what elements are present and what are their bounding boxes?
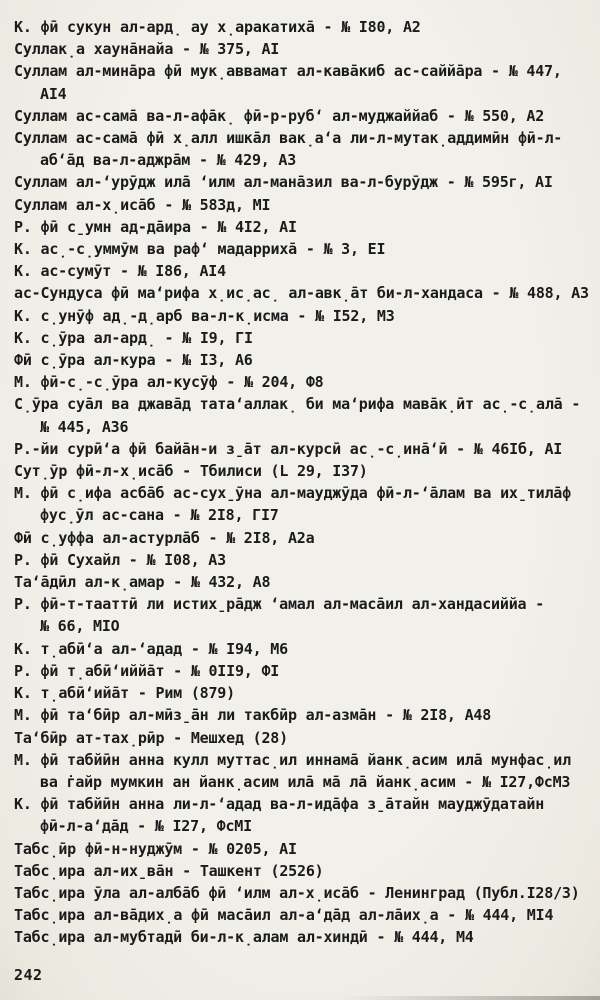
index-entry-line: ва г̇айр мумкин ан йанк̣асим ила̄ ма̄ ла̄ йанк̣асим - № I27,ФсМ3 xyxy=(40,772,571,791)
index-entry-line: Суллам ал-мина̄ра фӣ мук̣аввамат ал-кава̄киб ас-саййа̄ра - № 447, xyxy=(14,62,562,81)
scan-edge-smudge xyxy=(340,996,600,1000)
index-entry-line: № 66, МIО xyxy=(40,617,120,636)
index-entry-line: Р. фӣ с̱умн ад-да̄ира - № 4I2, АI xyxy=(14,217,297,236)
index-entry-line: АI4 xyxy=(40,84,67,103)
index-entry-line: Табс̣ӣр фӣ-н-нуджӯм - № 0205, АI xyxy=(14,839,297,858)
index-entry-line: К. ас-сумӯт - № I86, АI4 xyxy=(14,262,226,281)
index-entry-line: Суллам ас-сама̄ фӣ х̣алл ишка̄л вак̣а‘а ли-л-мутак̣аддимӣн фӣ-л- xyxy=(14,129,563,148)
index-entry-line: фус̣ӯл ас-сана - № 2I8, ГI7 xyxy=(40,506,279,525)
index-entry-line: Табс̣ира ал-мубтадӣ би-л-к̣алам ал-хиндӣ - № 444, М4 xyxy=(14,928,474,947)
index-entry-line: Суллам ал-‘урӯдж ила̄ ‘илм ал-мана̄зил ва-л-бурӯдж - № 595г, АI xyxy=(14,173,553,192)
index-entries xyxy=(14,16,592,949)
index-entry-line: К. с̣унӯф ад̣-д̣арб ва-л-к̣исма - № I52, М3 xyxy=(14,306,395,325)
index-entry-line: Р.-йи сурӣ‘а фӣ байа̄н-и з̱а̄т ал-курсӣ ас̣-с̣ина̄‘ӣ - № 46Iб, АI xyxy=(14,439,563,458)
index-entry-line: М. фӣ-с̣-с̣ӯра ал-кусӯф - № 204, Ф8 xyxy=(14,373,324,392)
index-entry-line: Суллам ас-сама̄ ва-л-афа̄к̣ фӣ-р-руб‘ ал-муджаййаб - № 550, А2 xyxy=(14,106,545,125)
index-entry-line: К. фӣ табйӣн анна ли-л-‘адад ва-л-ида̄фа з̱а̄тайн мауджӯдатайн xyxy=(14,795,545,814)
index-entry-line: М. фӣ та‘бӣр ал-мӣз̱а̄н ли такбӣр ал-азма̄н - № 2I8, А48 xyxy=(14,706,492,725)
index-entry-line: Р. фӣ-т-тааттӣ ли истих̱ра̄дж ‘амал ал-маса̄ил ал-хандасиййа - xyxy=(14,595,545,614)
page-footer xyxy=(14,965,592,984)
index-entry-line: М. фӣ с̣ифа асба̄б ас-сух̱ӯна ал-мауджӯда фӣ-л-‘а̄лам ва их̱тила̄ф xyxy=(14,484,571,503)
index-entry-line: Р. фӣ Сухайл - № I08, А3 xyxy=(14,550,226,569)
index-entry-line: Фӣ с̣ӯра ал-кура - № I3, А6 xyxy=(14,351,253,370)
index-entry-line: Суллам ал-х̣иса̄б - № 583д, МI xyxy=(14,195,271,214)
index-entry-line: Та‘а̄дӣл ал-к̣амар - № 432, А8 xyxy=(14,573,271,592)
index-entry-line: К. т̣абӣ‘а ал-‘адад - № I94, М6 xyxy=(14,639,288,658)
index-entry-line: К. фӣ сукун ал-ард̣ ау х̣аракатиха̄ - № I80, А2 xyxy=(14,18,421,36)
index-entry-line: ас-Сундуса фӣ ма‘рифа х̣ис̣ас̣ ал-авк̣а̄т би-л-хандаса - № 488, А3 xyxy=(14,284,589,303)
index-entry-line: Табс̣ира ал-их̱ва̄н - Ташкент (2526) xyxy=(14,861,324,880)
index-entry-line: К. ас̣-с̣уммӯм ва раф‘ мадарриха̄ - № 3, ЕI xyxy=(14,240,386,259)
index-entry-line: Сут̣ӯр фӣ-л-х̣иса̄б - Тбилиси (L 29, I37) xyxy=(14,462,368,481)
index-entry-line: фӣ-л-а‘да̄д - № I27, ФсМI xyxy=(40,817,252,836)
index-entry-line: Фӣ с̣уффа ал-астурла̄б - № 2I8, А2а xyxy=(14,528,315,547)
page-number: 242 xyxy=(14,965,43,984)
index-entry-line: Р. фӣ т̣абӣ‘иййа̄т - № 0II9, ФI xyxy=(14,661,280,680)
index-entry-line: К. т̣абӣ‘ийа̄т - Рим (879) xyxy=(14,684,235,703)
index-entry-line: М. фӣ табйӣн анна кулл муттас̣ил иннама̄ йанк̣асим ила̄ мунфас̣ил xyxy=(14,750,571,769)
index-entry-line: Та‘бӣр ат-тах̣рӣр - Мешхед (28) xyxy=(14,728,288,747)
index-entry-line: С̣ӯра суа̄л ва джава̄д тата‘аллак̣ би ма‘рифа мава̄к̣ӣт ас̣-с̣ала̄ - xyxy=(14,395,581,414)
index-entry-line: Табс̣ира ӯла ал-алба̄б фӣ ‘илм ал-х̣иса̄б - Ленинград (Публ.I28/3) xyxy=(14,883,580,902)
index-entry-line: аб‘а̄д ва-л-аджра̄м - № 429, А3 xyxy=(40,151,297,170)
index-entry-line: № 445, А36 xyxy=(40,417,129,436)
index-entry-line: Суллак̣а хауна̄найа - № 375, АI xyxy=(14,40,280,59)
index-entry-line: К. с̣ӯра ал-ард̣ - № I9, ГI xyxy=(14,328,253,347)
index-entry-line: Табс̣ира ал-ва̄дих̣а фӣ маса̄ил ал-а‘да̄д ал-ла̄их̣а - № 444, МI4 xyxy=(14,906,554,925)
